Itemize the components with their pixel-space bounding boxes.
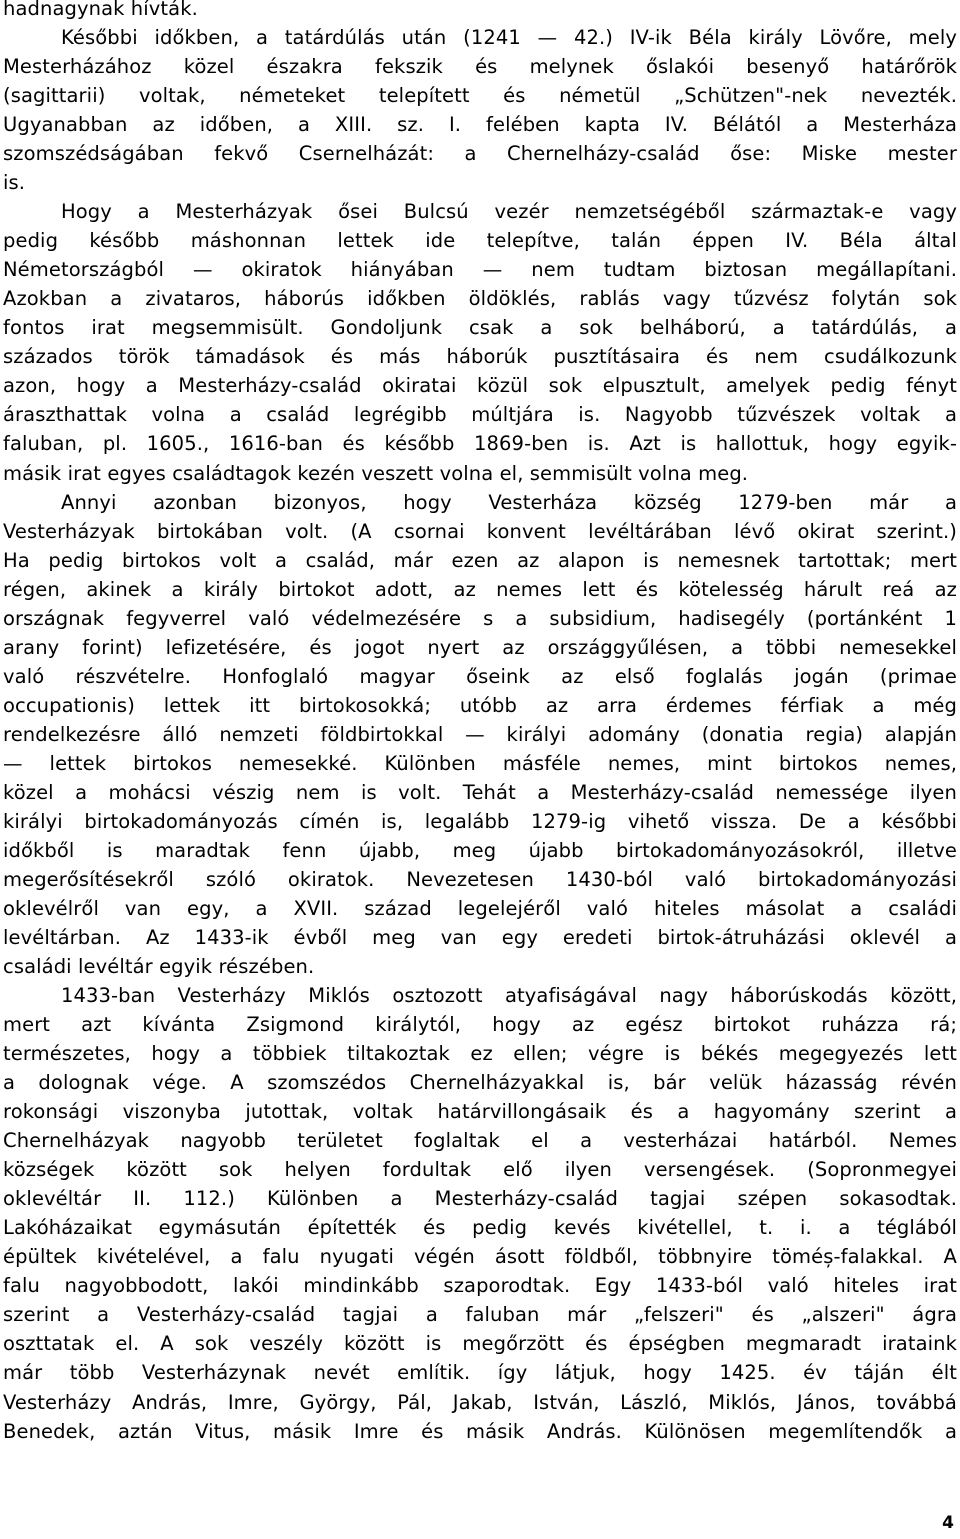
text-line: falu nagyobbodott, lakói mindinkább szaporodtak. Egy 1433-ból való hiteles irat xyxy=(3,1274,957,1298)
text-line: rokonsági viszonyba jutottak, voltak határvillongásaik és a hagyomány szerint a xyxy=(3,1100,957,1124)
text-line: királyi birtokadományozás címén is, legalább 1279-ig vihető vissza. De a későbbi xyxy=(3,809,957,833)
text-line: Hogy a Mesterházyak ősei Bulcsú vezér nemzetségéből származtak-e vagy xyxy=(61,200,957,224)
text-line: is. xyxy=(3,171,26,195)
text-line: pedig később máshonnan lettek ide telepítve, talán éppen IV. Béla által xyxy=(3,229,957,253)
text-line: oszttatak el. A sok veszély között is megőrzött és épségben megmaradt irataink xyxy=(3,1332,957,1356)
text-line: hadnagynak hívták. xyxy=(3,0,198,20)
text-line: szerint a Vesterházy-család tagjai a faluban már „felszeri" és „alszeri" ágra xyxy=(3,1303,957,1327)
text-line: közel a mohácsi vészig nem is volt. Tehát a Mesterházy-család nemessége ilyen xyxy=(3,780,957,804)
text-line: fontos irat megsemmisült. Gondoljunk csak a sok belháború, a tatárdúlás, a xyxy=(3,316,957,340)
text-line: oklevéltár II. 112.) Különben a Mesterházy-család tagjai szépen sokasodtak. xyxy=(3,1187,957,1211)
text-line: másik irat egyes családtagok kezén veszett volna el, semmisült volna meg. xyxy=(3,461,749,485)
text-line: épültek kivételével, a falu nyugati végén ásott földből, többnyire töméș-falakkal. A xyxy=(3,1245,957,1269)
text-line: oklevélről van egy, a XVII. század legelejéről való hiteles másolat a családi xyxy=(3,896,957,920)
text-line: szomszédságában fekvő Csernelházát: a Chernelházy-család őse: Miske mester xyxy=(3,142,957,166)
text-line: Lakóházaikat egymásután építették és pedig kevés kivétellel, t. i. a téglából xyxy=(3,1216,957,1240)
text-line: való részvételre. Honfoglaló magyar őseink az első foglalás jogán (primae xyxy=(3,664,957,688)
text-line: Mesterházához közel északra fekszik és melynek őslakói besenyő határőrök xyxy=(3,55,957,79)
text-line: áraszthattak volna a család legrégibb múltjára is. Nagyobb tűzvészek voltak a xyxy=(3,403,957,427)
text-line: rendelkezésre álló nemzeti földbirtokkal — királyi adomány (donatia regia) alapján xyxy=(3,722,957,746)
text-line: arany forint) lefizetésére, és jogot nyert az országgyűlésen, a többi nemesekkel xyxy=(3,635,957,659)
text-line: községek között sok helyen fordultak elő ilyen versengések. (Sopronmegyei xyxy=(3,1158,957,1182)
text-line: Németországból — okiratok hiányában — nem tudtam biztosan megállapítani. xyxy=(3,258,957,282)
text-line: régen, akinek a király birtokot adott, az nemes lett és kötelesség hárult reá az xyxy=(3,577,957,601)
text-line: Vesterházyak birtokában volt. (A csornai konvent levéltárában lévő okirat szerint.) xyxy=(3,519,957,543)
text-line: (sagittarii) voltak, németeket telepített és németül „Schützen"-nek nevezték. xyxy=(3,84,957,108)
text-line: Későbbi időkben, a tatárdúlás után (1241 — 42.) IV-ik Béla király Lövőre, mely xyxy=(61,26,957,50)
document-body xyxy=(3,0,957,1446)
text-line: occupationis) lettek itt birtokosokká; utóbb az arra érdemes férfiak a még xyxy=(3,693,957,717)
text-line: Benedek, aztán Vitus, másik Imre és másik András. Különösen megemlítendők a xyxy=(3,1419,957,1443)
text-line: Annyi azonban bizonyos, hogy Vesterháza község 1279-ben már a xyxy=(61,490,957,514)
text-line: azon, hogy a Mesterházy-család okiratai közül sok elpusztult, amelyek pedig fényt xyxy=(3,374,957,398)
text-line: családi levéltár egyik részében. xyxy=(3,955,315,979)
text-line: már több Vesterházynak nevét említik. így látjuk, hogy 1425. év táján élt xyxy=(3,1361,957,1385)
text-line: faluban, pl. 1605., 1616-ban és később 1869-ben is. Azt is hallottuk, hogy egyik- xyxy=(3,432,957,456)
text-line: — lettek birtokos nemesekké. Különben másféle nemes, mint birtokos nemes, xyxy=(3,751,957,775)
text-line: a dolognak vége. A szomszédos Chernelházyakkal is, bár velük házasság révén xyxy=(3,1071,957,1095)
text-line: mert azt kívánta Zsigmond királytól, hogy az egész birtokot ruházza rá; xyxy=(3,1013,957,1037)
text-line: megerősítésekről szóló okiratok. Nevezetesen 1430-ból való birtokadományozási xyxy=(3,867,957,891)
page-number: 4 xyxy=(942,1513,954,1533)
text-line: időkből is maradtak fenn újabb, meg újabb birtokadományozásokról, illetve xyxy=(3,838,957,862)
text-line: Ugyanabban az időben, a XIII. sz. I. felében kapta IV. Bélától a Mesterháza xyxy=(3,113,957,137)
text-line: Azokban a zivataros, háborús időkben öldöklés, rablás vagy tűzvész folytán sok xyxy=(3,287,957,311)
text-line: levéltárban. Az 1433-ik évből meg van egy eredeti birtok-átruházási oklevél a xyxy=(3,926,957,949)
text-line: százados török támadások és más háborúk pusztításaira és nem csudálkozunk xyxy=(3,345,957,369)
text-line: országnak fegyverrel való védelmezésére s a subsidium, hadisegély (portánként 1 xyxy=(3,606,957,630)
text-line: Ha pedig birtokos volt a család, már ezen az alapon is nemesnek tartottak; mert xyxy=(3,548,957,572)
text-line: természetes, hogy a többiek tiltakoztak ez ellen; végre is békés megegyezés lett xyxy=(3,1042,957,1066)
text-line: Vesterházy András, Imre, György, Pál, Jakab, István, László, Miklós, János, továbbá xyxy=(3,1390,957,1414)
text-line: Chernelházyak nagyobb területet foglaltak el a vesterházai határból. Nemes xyxy=(3,1129,957,1153)
text-line: 1433-ban Vesterházy Miklós osztozott atyafiságával nagy háborúskodás között, xyxy=(61,984,957,1008)
